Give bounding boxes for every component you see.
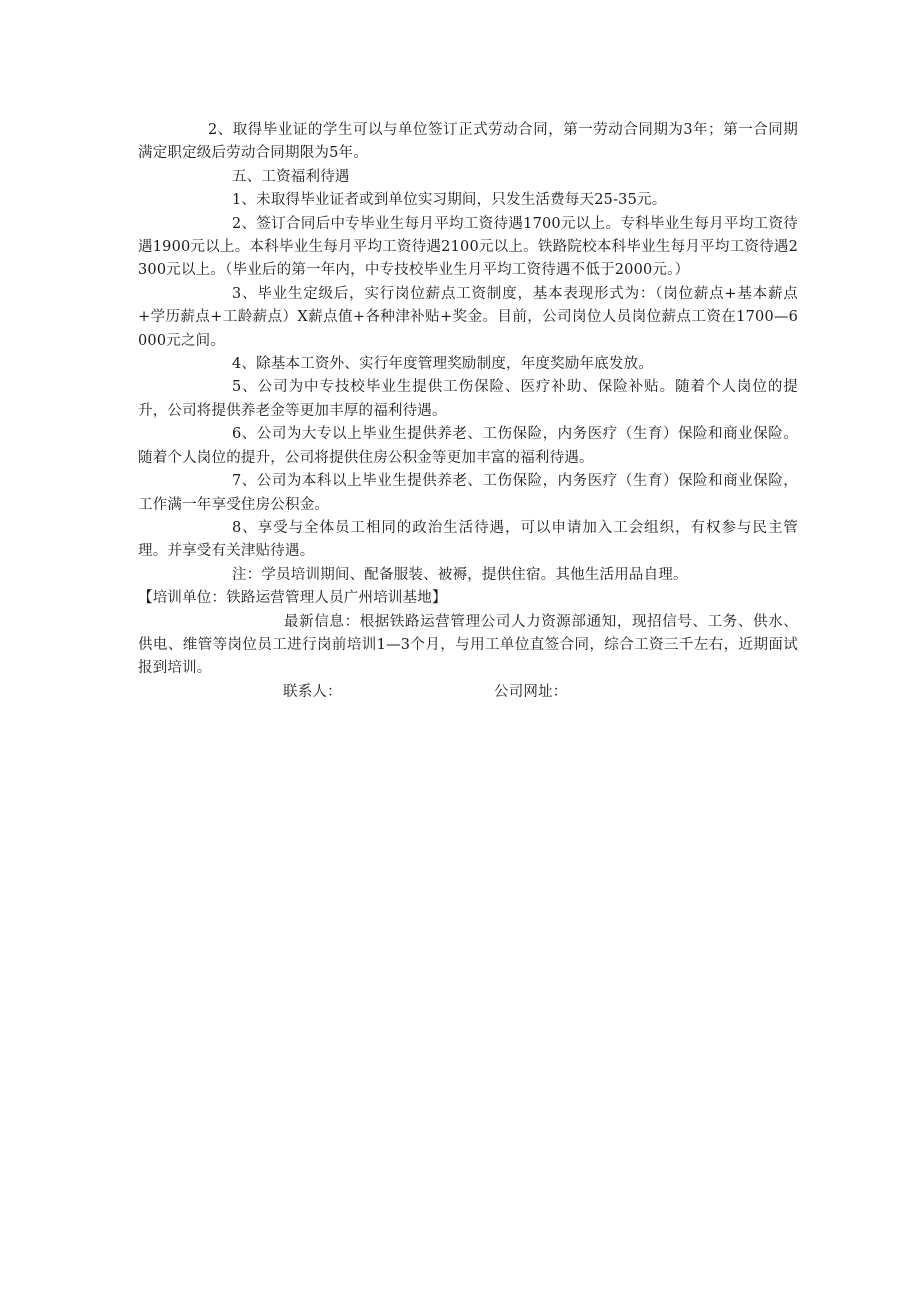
contract-term-paragraph: 2、取得毕业证的学生可以与单位签订正式劳动合同，第一劳动合同期为3年；第一合同期满定职定级后劳动合同期限为5年。 — [138, 122, 798, 162]
welfare-item-5: 5、公司为中专技校毕业生提供工伤保险、医疗补助、保险补贴。随着个人岗位的提升，公司将提供养老金等更加丰厚的福利待遇。 — [138, 379, 798, 419]
contact-person-label: 联系人： — [283, 683, 342, 700]
welfare-item-3: 3、毕业生定级后，实行岗位薪点工资制度，基本表现形式为：（岗位薪点+基本薪点+学历薪点+工龄薪点）X薪点值+各种津补贴+奖金。目前，公司岗位人员岗位薪点工资在1700—6000元之间。 — [138, 285, 798, 349]
training-unit-heading: 【培训单位：铁路运营管理人员广州培训基地】 — [138, 590, 447, 607]
document-body — [138, 119, 798, 704]
company-website-label: 公司网址： — [494, 683, 568, 700]
section-heading-salary-welfare: 五、工资福利待遇 — [232, 168, 350, 185]
welfare-item-2: 2、签订合同后中专毕业生每月平均工资待遇1700元以上。专科毕业生每月平均工资待遇1900元以上。本科毕业生每月平均工资待遇2100元以上。铁路院校本科毕业生每月平均工资待遇2300元以上。（毕业后的第一年内，中专技校毕业生月平均工资待遇不低于2000元。） — [138, 215, 798, 279]
welfare-item-8: 8、享受与全体员工相同的政治生活待遇，可以申请加入工会组织，有权参与民主管理。并享受有关津贴待遇。 — [138, 519, 798, 560]
contact-row — [138, 681, 798, 704]
welfare-item-4: 4、除基本工资外、实行年度管理奖励制度，年度奖励年底发放。 — [232, 356, 654, 373]
latest-news-paragraph: 最新信息：根据铁路运营管理公司人力资源部通知，现招信号、工务、供水、供电、维管等岗位员工进行岗前培训1—3个月，与用工单位直签合同，综合工资三千左右，近期面试报到培训。 — [138, 613, 798, 677]
welfare-item-6: 6、公司为大专以上毕业生提供养老、工伤保险，内务医疗（生育）保险和商业保险。随着个人岗位的提升，公司将提供住房公积金等更加丰富的福利待遇。 — [138, 426, 798, 466]
welfare-item-1: 1、未取得毕业证者或到单位实习期间，只发生活费每天25-35元。 — [232, 192, 667, 209]
trainee-note: 注：学员培训期间、配备服装、被褥，提供住宿。其他生活用品自理。 — [232, 566, 688, 583]
welfare-item-7: 7、公司为本科以上毕业生提供养老、工伤保险，内务医疗（生育）保险和商业保险，工作满一年享受住房公积金。 — [138, 473, 798, 513]
